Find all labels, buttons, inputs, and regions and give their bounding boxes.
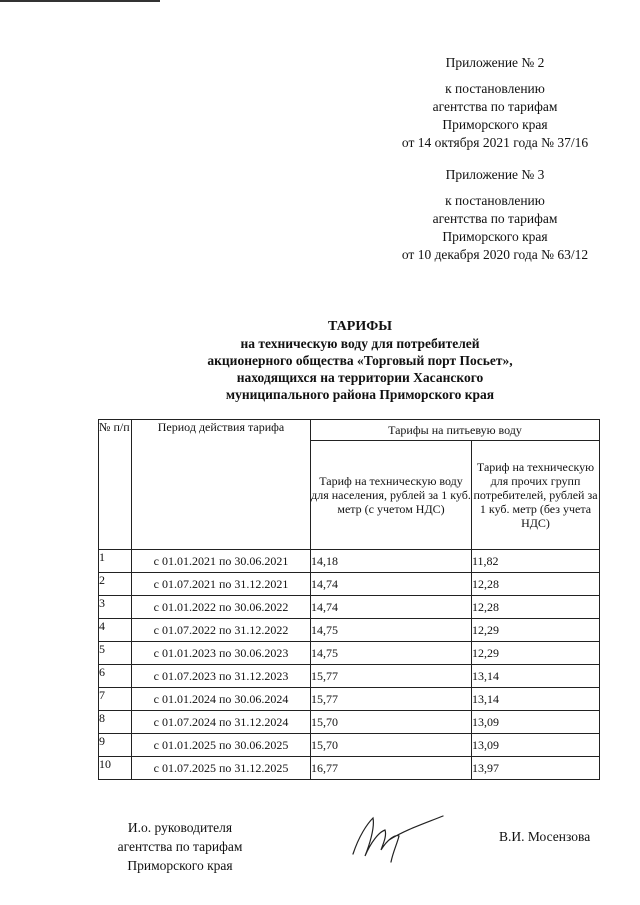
title-line: на техническую воду для потребителей [240, 336, 480, 351]
appendix-3-line: от 10 декабря 2020 года № 63/12 [401, 247, 589, 262]
row-other-value: 13,97 [472, 757, 600, 780]
signatory-position-line: И.о. руководителя [127, 820, 233, 835]
appendix-2-heading: Приложение № 2 [445, 55, 545, 70]
row-number: 10 [99, 757, 132, 780]
table-row [99, 734, 600, 757]
document-title [170, 318, 550, 403]
row-other-value: 12,28 [472, 596, 600, 619]
table-row [99, 619, 600, 642]
row-population-value: 14,74 [311, 596, 472, 619]
signatory-position [100, 818, 260, 875]
row-period: с 01.07.2021 по 31.12.2021 [132, 573, 311, 596]
row-period: с 01.07.2025 по 31.12.2025 [132, 757, 311, 780]
table-row [99, 642, 600, 665]
row-number: 3 [99, 596, 132, 619]
header-tariff-group: Тарифы на питьевую воду [311, 420, 600, 441]
row-number: 9 [99, 734, 132, 757]
row-other-value: 11,82 [472, 550, 600, 573]
row-number: 5 [99, 642, 132, 665]
appendix-3-line: Приморского края [442, 229, 548, 244]
row-population-value: 14,75 [311, 642, 472, 665]
row-other-value: 12,29 [472, 642, 600, 665]
top-rule [0, 0, 160, 2]
row-other-value: 13,14 [472, 688, 600, 711]
table-row [99, 711, 600, 734]
appendix-3-line: к постановлению [445, 193, 545, 208]
header-other-tariff: Тариф на техническую для прочих групп потребителей, рублей за 1 куб. метр (без учета НДС) [472, 441, 600, 550]
row-population-value: 14,18 [311, 550, 472, 573]
row-period: с 01.07.2024 по 31.12.2024 [132, 711, 311, 734]
row-number: 8 [99, 711, 132, 734]
table-row [99, 573, 600, 596]
table-row [99, 596, 600, 619]
signatory-position-line: Приморского края [127, 858, 233, 873]
row-population-value: 14,74 [311, 573, 472, 596]
appendix-2-line: Приморского края [442, 117, 548, 132]
row-period: с 01.01.2023 по 30.06.2023 [132, 642, 311, 665]
row-population-value: 15,77 [311, 688, 472, 711]
title-line: акционерного общества «Торговый порт Посьет», [207, 353, 513, 368]
table-row [99, 688, 600, 711]
row-period: с 01.01.2022 по 30.06.2022 [132, 596, 311, 619]
appendix-2-line: агентства по тарифам [432, 99, 558, 114]
row-other-value: 13,14 [472, 665, 600, 688]
handwritten-signature [345, 806, 445, 866]
table-row [99, 757, 600, 780]
row-population-value: 15,70 [311, 734, 472, 757]
header-number: № п/п [99, 420, 132, 550]
tariff-table [98, 419, 600, 780]
appendix-3-heading: Приложение № 3 [445, 167, 545, 182]
row-population-value: 15,70 [311, 711, 472, 734]
appendix-2-block [380, 54, 610, 152]
title-line: находящихся на территории Хасанского [236, 370, 484, 385]
row-population-value: 15,77 [311, 665, 472, 688]
appendix-3-block [380, 166, 610, 264]
row-population-value: 14,75 [311, 619, 472, 642]
appendix-2-line: от 14 октября 2021 года № 37/16 [401, 135, 589, 150]
row-period: с 01.01.2021 по 30.06.2021 [132, 550, 311, 573]
row-population-value: 16,77 [311, 757, 472, 780]
row-period: с 01.01.2024 по 30.06.2024 [132, 688, 311, 711]
table-row [99, 665, 600, 688]
row-other-value: 13,09 [472, 711, 600, 734]
row-period: с 01.01.2025 по 30.06.2025 [132, 734, 311, 757]
row-other-value: 12,28 [472, 573, 600, 596]
row-number: 7 [99, 688, 132, 711]
header-population-tariff: Тариф на техническую воду для населения, рублей за 1 куб. метр (с учетом НДС) [311, 441, 472, 550]
row-number: 4 [99, 619, 132, 642]
row-other-value: 12,29 [472, 619, 600, 642]
row-number: 2 [99, 573, 132, 596]
title-main: ТАРИФЫ [328, 319, 392, 334]
header-period: Период действия тарифа [132, 420, 311, 550]
row-period: с 01.07.2022 по 31.12.2022 [132, 619, 311, 642]
signatory-name: В.И. Мосензова [499, 829, 591, 844]
title-line: муниципального района Приморского края [225, 387, 495, 402]
row-period: с 01.07.2023 по 31.12.2023 [132, 665, 311, 688]
row-number: 6 [99, 665, 132, 688]
appendix-2-line: к постановлению [445, 81, 545, 96]
row-number: 1 [99, 550, 132, 573]
signatory-position-line: агентства по тарифам [117, 839, 243, 854]
row-other-value: 13,09 [472, 734, 600, 757]
appendix-3-line: агентства по тарифам [432, 211, 558, 226]
table-row [99, 550, 600, 573]
